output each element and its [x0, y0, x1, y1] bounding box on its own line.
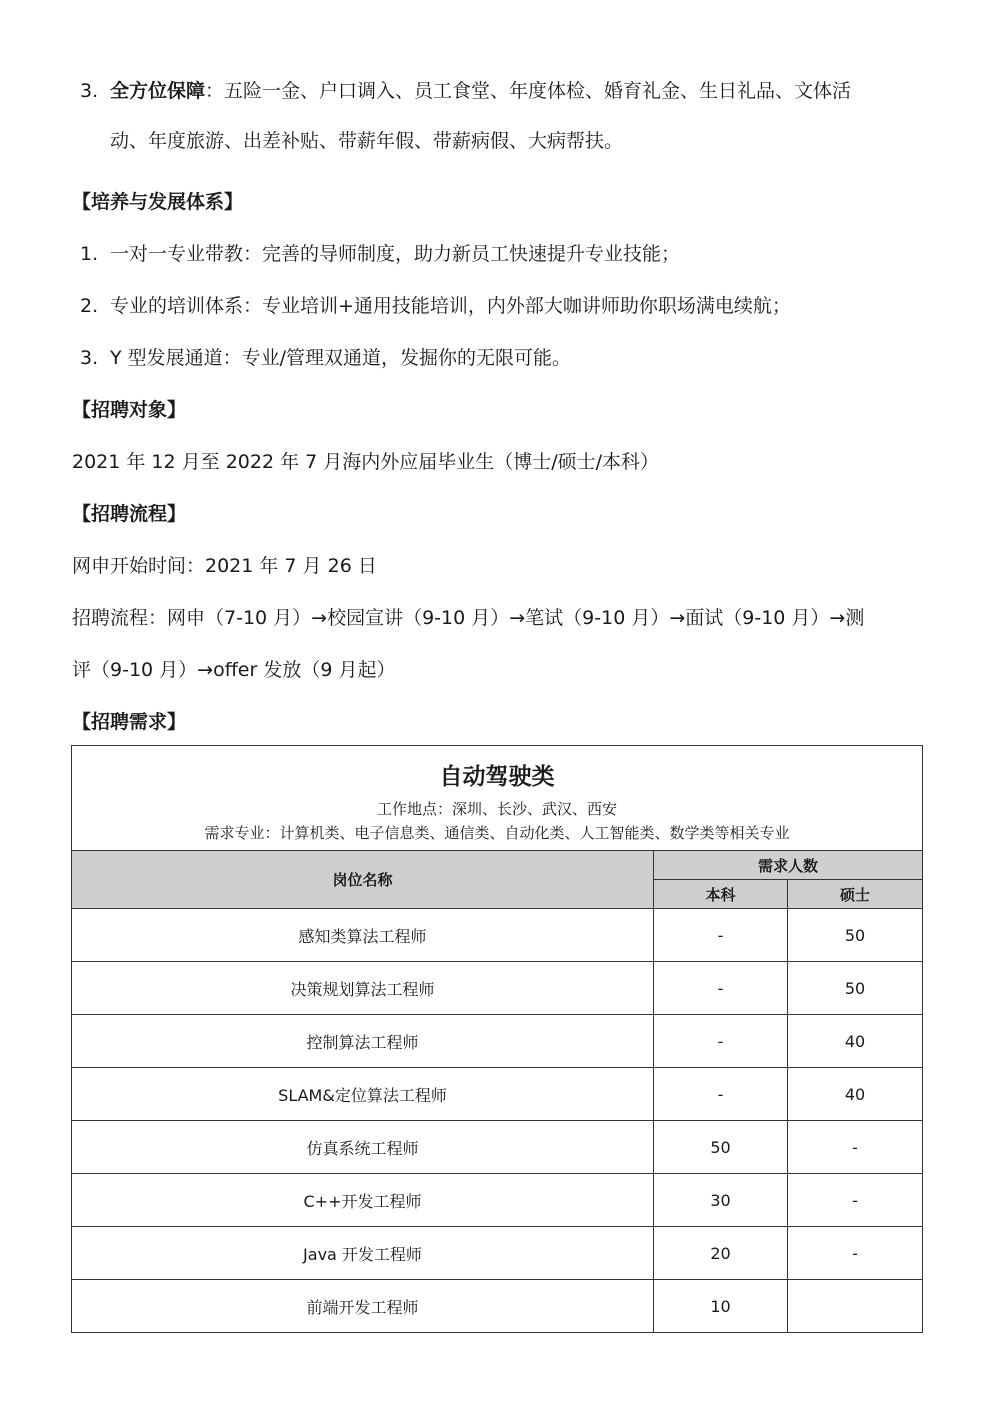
position-cell: C++开发工程师 — [72, 1174, 654, 1227]
bachelor-cell: - — [654, 1015, 788, 1068]
bachelor-cell: 20 — [654, 1227, 788, 1280]
training-item — [80, 293, 791, 319]
benefits-item-line1 — [80, 78, 851, 104]
master-cell: - — [788, 1121, 923, 1174]
bachelor-cell: 10 — [654, 1280, 788, 1333]
table-title: 自动驾驶类 — [439, 764, 555, 790]
position-cell: 仿真系统工程师 — [72, 1121, 654, 1174]
master-cell: - — [788, 1227, 923, 1280]
position-cell: 感知类算法工程师 — [72, 909, 654, 962]
training-heading: 【培养与发展体系】 — [72, 191, 244, 213]
master-cell: 40 — [788, 1068, 923, 1121]
table-caption — [72, 746, 923, 851]
process-heading: 【招聘流程】 — [72, 503, 187, 525]
recruitment-table — [71, 745, 923, 1333]
benefits-item-label: 全方位保障 — [110, 80, 206, 102]
benefits-item-number: 3. — [80, 80, 99, 102]
training-item-number: 1. — [80, 243, 99, 265]
bachelor-cell: - — [654, 909, 788, 962]
position-cell: SLAM&定位算法工程师 — [72, 1068, 654, 1121]
process-flow-line2: 评（9-10 月）→offer 发放（9 月起） — [72, 659, 396, 681]
process-flow-line1: 招聘流程：网申（7-10 月）→校园宣讲（9-10 月）→笔试（9-10 月）→面试（9-10 月）→测 — [72, 607, 865, 629]
process-start-time: 网申开始时间：2021 年 7 月 26 日 — [72, 555, 377, 577]
master-cell: - — [788, 1174, 923, 1227]
position-cell: 决策规划算法工程师 — [72, 962, 654, 1015]
training-item — [80, 241, 680, 267]
column-header-bachelor: 本科 — [654, 880, 788, 909]
target-heading: 【招聘对象】 — [72, 399, 187, 421]
table-row — [72, 909, 923, 962]
table-row — [72, 1227, 923, 1280]
table-row — [72, 1015, 923, 1068]
column-header-position: 岗位名称 — [72, 851, 654, 909]
position-cell: 控制算法工程师 — [72, 1015, 654, 1068]
target-text: 2021 年 12 月至 2022 年 7 月海内外应届毕业生（博士/硕士/本科） — [72, 451, 660, 473]
demand-heading: 【招聘需求】 — [72, 711, 187, 733]
table-row — [72, 1121, 923, 1174]
master-cell: 40 — [788, 1015, 923, 1068]
position-cell: 前端开发工程师 — [72, 1280, 654, 1333]
table-location: 工作地点：深圳、长沙、武汉、西安 — [377, 800, 618, 818]
training-item-number: 3. — [80, 347, 99, 369]
benefits-item-line2: 动、年度旅游、出差补贴、带薪年假、带薪病假、大病帮扶。 — [110, 130, 624, 152]
training-item — [80, 345, 571, 371]
column-header-demand: 需求人数 — [654, 851, 923, 880]
benefits-item-text: ：五险一金、户口调入、员工食堂、年度体检、婚育礼金、生日礼品、文体活 — [205, 80, 852, 102]
table-majors: 需求专业：计算机类、电子信息类、通信类、自动化类、人工智能类、数学类等相关专业 — [204, 824, 790, 842]
bachelor-cell: 50 — [654, 1121, 788, 1174]
bachelor-cell: - — [654, 962, 788, 1015]
master-cell — [788, 1280, 923, 1333]
training-item-text: Y 型发展通道：专业/管理双通道，发掘你的无限可能。 — [110, 347, 572, 369]
column-header-master: 硕士 — [788, 880, 923, 909]
master-cell: 50 — [788, 962, 923, 1015]
training-item-number: 2. — [80, 295, 99, 317]
bachelor-cell: 30 — [654, 1174, 788, 1227]
bachelor-cell: - — [654, 1068, 788, 1121]
table-row — [72, 1280, 923, 1333]
training-item-text: 专业的培训体系：专业培训+通用技能培训，内外部大咖讲师助你职场满电续航； — [110, 295, 791, 317]
master-cell: 50 — [788, 909, 923, 962]
table-row — [72, 1174, 923, 1227]
table-row — [72, 1068, 923, 1121]
position-cell: Java 开发工程师 — [72, 1227, 654, 1280]
table-row — [72, 962, 923, 1015]
training-item-text: 一对一专业带教：完善的导师制度，助力新员工快速提升专业技能； — [110, 243, 681, 265]
